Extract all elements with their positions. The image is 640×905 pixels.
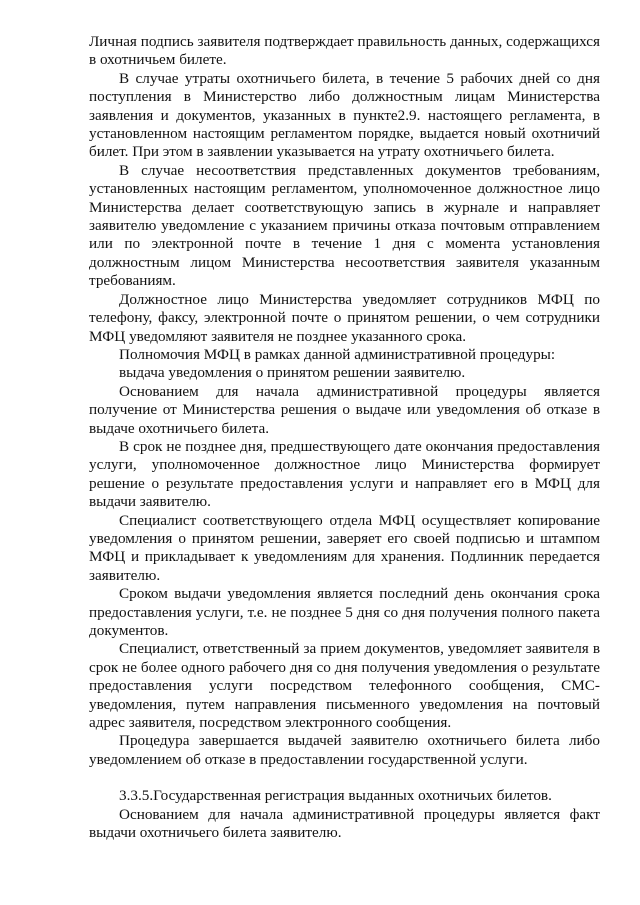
section-gap — [89, 769, 600, 787]
paragraph-mfc-powers-item: выдача уведомления о принятом решении заявителю. — [119, 364, 466, 382]
paragraph-issue-term: Сроком выдачи уведомления является последний день окончания срока предоставления услуги, т.е. не позднее 5 дня со дня получения полного пакета документов. — [89, 585, 600, 639]
paragraph-lost-license: В случае утраты охотничьего билета, в течение 5 рабочих дней со дня поступления в Министерство либо должностным лицам Министерства заявления и документов, указанных в пункте2.9. настоящего регламента, в установленном настоящим регламентом порядке, выдается новый охотничий билет. При этом в заявлении указывается на утрату охотничьего билета. — [89, 69, 600, 161]
document-page — [89, 33, 600, 842]
paragraph-nonconformity: В случае несоответствия представленных документов требованиям, установленных настоящим регламентом, уполномоченное должностное лицо Министерства делает соответствующую запись в журнале и направляет заявителю уведомление с указанием причины отказа почтовым отправлением или по электронной почте в течение 1 дня с момента установления должностным лицом Министерства несоответствия заявителя указанным требованиям. — [89, 161, 600, 290]
paragraph-deadline: В срок не позднее дня, предшествующего дате окончания предоставления услуги, уполномоченное должностное лицо Министерства формирует решение о результате предоставления услуги и направляет его в МФЦ для выдачи заявителю. — [89, 437, 600, 511]
paragraph-mfc-specialist: Специалист соответствующего отдела МФЦ осуществляет копирование уведомления о принятом решении, заверяет его своей подписью и штампом МФЦ и прикладывает к уведомлениям для хранения. Подлинник передается заявителю. — [89, 511, 600, 584]
paragraph-procedure-basis: Основанием для начала административной процедуры является получение от Министерства решения о выдаче или уведомления об отказе в выдаче охотничьего билета. — [89, 382, 600, 437]
section-heading-3-3-5: 3.3.5.Государственная регистрация выданных охотничьих билетов. — [119, 787, 552, 805]
paragraph-responsible-specialist: Специалист, ответственный за прием документов, уведомляет заявителя в срок не более одного рабочего дня со дня получения уведомления о результате предоставления услуги посредством телефонного сообщения, СМС-уведомления, путем направления письменного уведомления на почтовый адрес заявителя, посредством электронного сообщения. — [89, 640, 600, 732]
paragraph-mfc-powers: Полномочия МФЦ в рамках данной административной процедуры: — [119, 345, 556, 363]
paragraph-registration-basis: Основанием для начала административной процедуры является факт выдачи охотничьего билета заявителю. — [89, 805, 600, 842]
paragraph-mfc-notification: Должностное лицо Министерства уведомляет сотрудников МФЦ по телефону, факсу, электронной почте о принятом решении, о чем сотрудники МФЦ уведомляют заявителя не позднее указанного срока. — [89, 290, 600, 345]
paragraph-signature: Личная подпись заявителя подтверждает правильность данных, содержащихся в охотничьем билете. — [89, 33, 600, 69]
paragraph-procedure-end: Процедура завершается выдачей заявителю охотничьего билета либо уведомлением об отказе в предоставлении государственной услуги. — [89, 732, 600, 768]
